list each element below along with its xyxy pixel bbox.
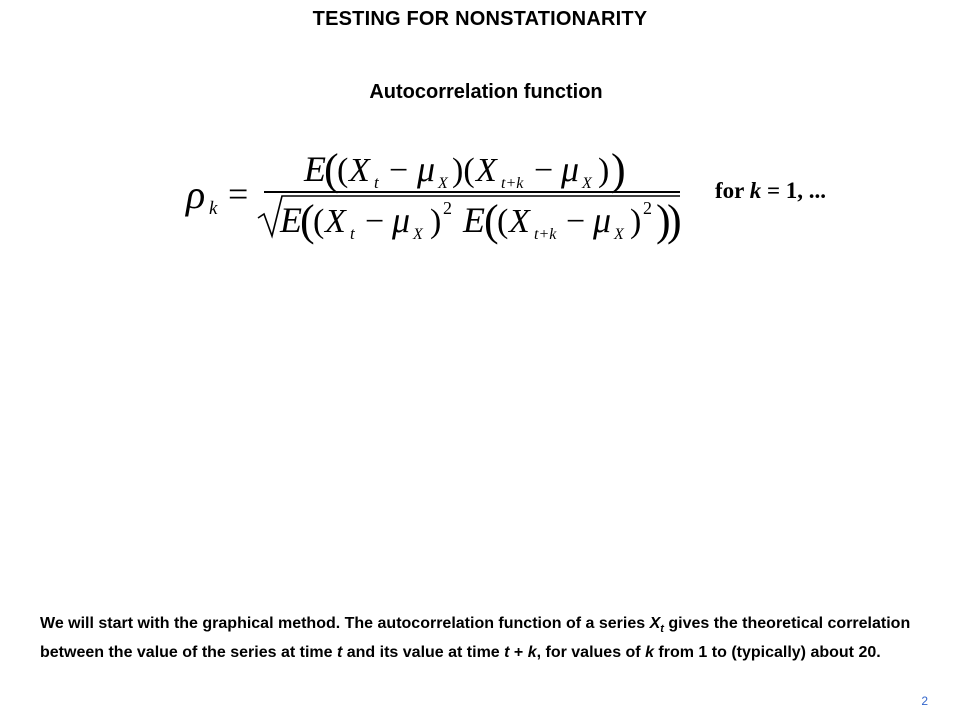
svg-text:X: X: [509, 203, 530, 240]
svg-text:2: 2: [443, 198, 452, 218]
svg-text:μ: μ: [593, 200, 612, 240]
svg-text:E: E: [280, 200, 302, 240]
explanation-paragraph: [40, 612, 930, 664]
explanation-text-6: from 1 to (typically) about 20.: [653, 644, 881, 662]
explanation-text-2: gives the theoretical correlation between the value of the series at time: [40, 615, 911, 662]
formula-condition-suffix: = 1, ...: [761, 178, 827, 203]
svg-text:): ): [630, 203, 642, 240]
formula-condition: [715, 178, 826, 204]
svg-text:): ): [611, 145, 626, 194]
svg-text:2: 2: [643, 198, 652, 218]
explanation-var-k2: k: [645, 644, 654, 662]
formula-lhs-subscript: k: [209, 198, 218, 219]
formula-equals-sign: =: [228, 174, 249, 214]
svg-text:X: X: [438, 175, 448, 192]
formula-condition-var: k: [749, 178, 762, 203]
explanation-text-4: +: [509, 644, 528, 662]
formula-denominator: [258, 196, 682, 245]
svg-text:): ): [598, 152, 610, 189]
svg-text:μ: μ: [561, 149, 580, 189]
svg-text:): ): [656, 196, 671, 245]
explanation-text-5: , for values of: [536, 644, 646, 662]
svg-text:t+k: t+k: [534, 226, 557, 243]
svg-text:μ: μ: [417, 149, 436, 189]
svg-text:): ): [430, 203, 442, 240]
explanation-var-k1: k: [527, 644, 537, 662]
svg-text:(: (: [484, 196, 499, 245]
svg-text:(: (: [313, 203, 325, 240]
svg-text:t: t: [350, 224, 355, 243]
svg-text:−: −: [566, 203, 586, 240]
svg-text:)(: )(: [452, 152, 475, 189]
svg-text:−: −: [389, 152, 409, 189]
slide-title: TESTING FOR NONSTATIONARITY: [312, 8, 648, 30]
page-number: 2: [921, 694, 928, 708]
svg-text:t: t: [374, 173, 379, 192]
autocorrelation-formula: [180, 140, 690, 250]
svg-text:X: X: [582, 175, 592, 192]
svg-text:(: (: [337, 152, 349, 189]
svg-text:X: X: [614, 226, 624, 243]
svg-text:X: X: [325, 203, 346, 240]
slide-subtitle: Autocorrelation function: [369, 81, 603, 103]
formula-lhs-rho: ρ: [186, 172, 206, 217]
svg-text:(: (: [300, 196, 315, 245]
svg-text:X: X: [349, 152, 370, 189]
explanation-text-1: We will start with the graphical method. The autocorrelation function of a series: [40, 615, 650, 632]
explanation-sub-t: t: [660, 623, 664, 636]
svg-text:−: −: [534, 152, 554, 189]
explanation-var-t1: t: [336, 644, 343, 662]
svg-text:): ): [667, 196, 682, 245]
explanation-var-x: X: [649, 615, 661, 632]
svg-text:μ: μ: [392, 200, 411, 240]
svg-text:X: X: [476, 152, 497, 189]
svg-text:(: (: [497, 203, 509, 240]
svg-text:(: (: [324, 145, 339, 194]
svg-text:E: E: [304, 149, 326, 189]
formula-numerator: [303, 145, 626, 194]
formula-condition-prefix: for: [715, 178, 750, 203]
svg-text:X: X: [413, 226, 423, 243]
explanation-text-3: and its value at time: [342, 644, 505, 662]
explanation-var-t2: t: [504, 644, 510, 662]
svg-text:−: −: [365, 203, 385, 240]
svg-text:E: E: [463, 200, 485, 240]
svg-text:t+k: t+k: [501, 175, 524, 192]
